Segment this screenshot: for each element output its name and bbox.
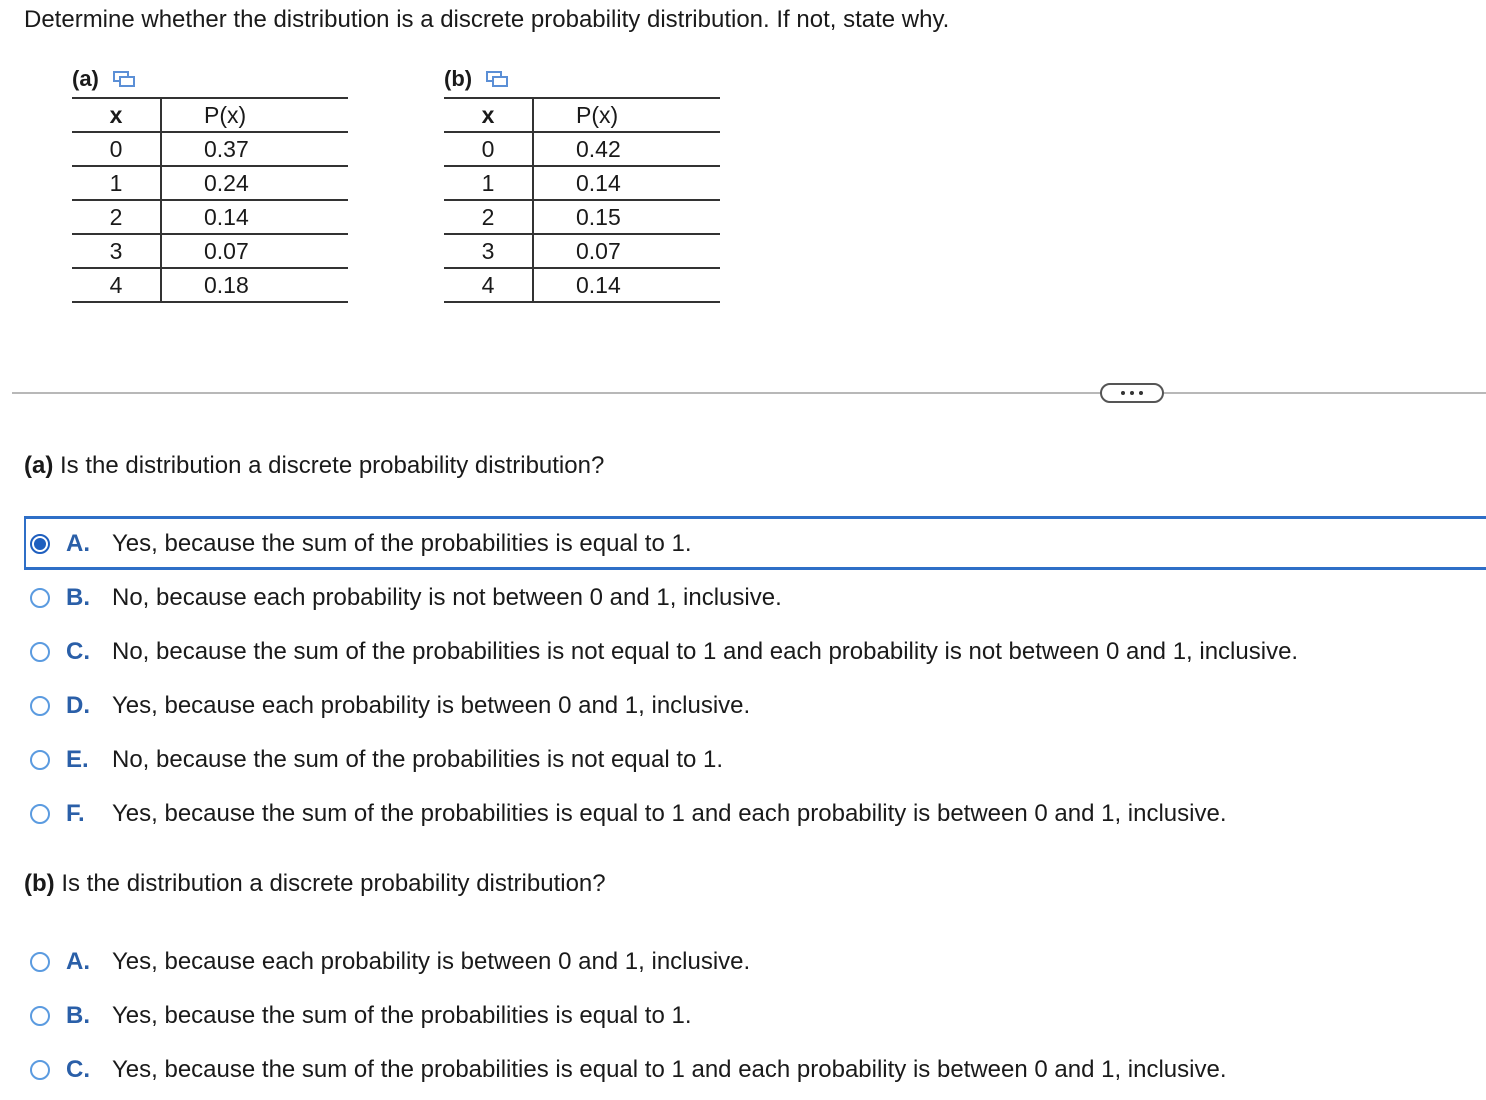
table-b-label-group bbox=[444, 66, 508, 92]
question-a-text: Is the distribution a discrete probability distribution? bbox=[60, 452, 605, 479]
cell-p: 0.42 bbox=[533, 132, 720, 166]
radio-button[interactable] bbox=[30, 642, 50, 662]
radio-button[interactable] bbox=[30, 1006, 50, 1026]
cell-x: 3 bbox=[72, 234, 161, 268]
table-b-label: (b) bbox=[444, 66, 473, 91]
option-letter: B. bbox=[66, 1002, 90, 1029]
option-text: Yes, because each probability is between 0 and 1, inclusive. bbox=[112, 692, 751, 719]
ellipsis-dot bbox=[1130, 391, 1134, 395]
answer-a-option-e[interactable] bbox=[30, 743, 723, 777]
table-row bbox=[72, 234, 348, 268]
answer-a-option-c[interactable] bbox=[30, 635, 1298, 669]
table-row bbox=[444, 166, 720, 200]
table-row bbox=[444, 268, 720, 302]
table-a-label-group bbox=[72, 66, 135, 92]
answer-a-option-d[interactable] bbox=[30, 689, 750, 723]
table-row bbox=[72, 166, 348, 200]
cell-p: 0.18 bbox=[161, 268, 348, 302]
cell-p: 0.15 bbox=[533, 200, 720, 234]
radio-button[interactable] bbox=[30, 952, 50, 972]
option-text: No, because each probability is not between 0 and 1, inclusive. bbox=[112, 584, 782, 611]
cell-x: 0 bbox=[72, 132, 161, 166]
cell-x: 3 bbox=[444, 234, 533, 268]
cell-x: 4 bbox=[72, 268, 161, 302]
header-px: P(x) bbox=[161, 98, 348, 132]
ellipsis-dot bbox=[1139, 391, 1143, 395]
answer-b-option-b[interactable] bbox=[30, 999, 691, 1033]
option-letter: C. bbox=[66, 1056, 90, 1083]
option-text: Yes, because the sum of the probabilities is equal to 1 and each probability is between 0 and 1, inclusive. bbox=[112, 1056, 1227, 1083]
header-x: x bbox=[444, 98, 533, 132]
radio-button[interactable] bbox=[30, 696, 50, 716]
table-row bbox=[72, 268, 348, 302]
ellipsis-dot bbox=[1121, 391, 1125, 395]
option-text: Yes, because each probability is between 0 and 1, inclusive. bbox=[112, 948, 751, 975]
cell-x: 1 bbox=[72, 166, 161, 200]
table-row bbox=[72, 132, 348, 166]
cell-p: 0.07 bbox=[533, 234, 720, 268]
header-x: x bbox=[72, 98, 161, 132]
section-divider bbox=[12, 392, 1486, 394]
table-row bbox=[444, 132, 720, 166]
instruction-text: Determine whether the distribution is a discrete probability distribution. If not, state why. bbox=[24, 6, 950, 33]
cell-x: 1 bbox=[444, 166, 533, 200]
cell-x: 2 bbox=[72, 200, 161, 234]
question-a-label: (a) bbox=[24, 452, 54, 479]
table-a bbox=[72, 97, 348, 303]
cell-x: 0 bbox=[444, 132, 533, 166]
copy-icon[interactable] bbox=[486, 71, 508, 87]
answer-b-option-c[interactable] bbox=[30, 1053, 1227, 1087]
table-row bbox=[72, 200, 348, 234]
cell-x: 4 bbox=[444, 268, 533, 302]
option-text: Yes, because the sum of the probabilities is equal to 1. bbox=[112, 1002, 692, 1029]
cell-p: 0.37 bbox=[161, 132, 348, 166]
answer-a-option-f[interactable] bbox=[30, 797, 1227, 831]
answer-b-option-a[interactable] bbox=[30, 945, 750, 979]
option-letter: F. bbox=[66, 800, 85, 827]
question-b-text: Is the distribution a discrete probability distribution? bbox=[61, 870, 606, 897]
option-letter: E. bbox=[66, 746, 89, 773]
question-b bbox=[24, 870, 606, 898]
option-letter: D. bbox=[66, 692, 90, 719]
cell-p: 0.14 bbox=[161, 200, 348, 234]
table-b bbox=[444, 97, 720, 303]
option-letter: B. bbox=[66, 584, 90, 611]
radio-button-checked[interactable] bbox=[30, 534, 50, 554]
radio-button[interactable] bbox=[30, 750, 50, 770]
question-a bbox=[24, 452, 604, 480]
header-px: P(x) bbox=[533, 98, 720, 132]
table-a-label: (a) bbox=[72, 66, 99, 91]
more-button[interactable] bbox=[1100, 383, 1164, 403]
cell-x: 2 bbox=[444, 200, 533, 234]
answer-a-option-a[interactable] bbox=[30, 527, 691, 561]
copy-icon[interactable] bbox=[113, 71, 135, 87]
cell-p: 0.07 bbox=[161, 234, 348, 268]
option-text: Yes, because the sum of the probabilities is equal to 1 and each probability is between 0 and 1, inclusive. bbox=[112, 800, 1227, 827]
option-text: Yes, because the sum of the probabilities is equal to 1. bbox=[112, 530, 692, 557]
question-b-label: (b) bbox=[24, 870, 55, 897]
radio-button[interactable] bbox=[30, 804, 50, 824]
radio-button[interactable] bbox=[30, 1060, 50, 1080]
answer-a-option-b[interactable] bbox=[30, 581, 782, 615]
option-letter: A. bbox=[66, 948, 90, 975]
cell-p: 0.24 bbox=[161, 166, 348, 200]
option-text: No, because the sum of the probabilities is not equal to 1 and each probability is not between 0 and 1, inclusive. bbox=[112, 638, 1299, 665]
option-text: No, because the sum of the probabilities is not equal to 1. bbox=[112, 746, 724, 773]
cell-p: 0.14 bbox=[533, 166, 720, 200]
radio-button[interactable] bbox=[30, 588, 50, 608]
table-row bbox=[444, 234, 720, 268]
cell-p: 0.14 bbox=[533, 268, 720, 302]
option-letter: C. bbox=[66, 638, 90, 665]
table-row bbox=[444, 200, 720, 234]
option-letter: A. bbox=[66, 530, 90, 557]
